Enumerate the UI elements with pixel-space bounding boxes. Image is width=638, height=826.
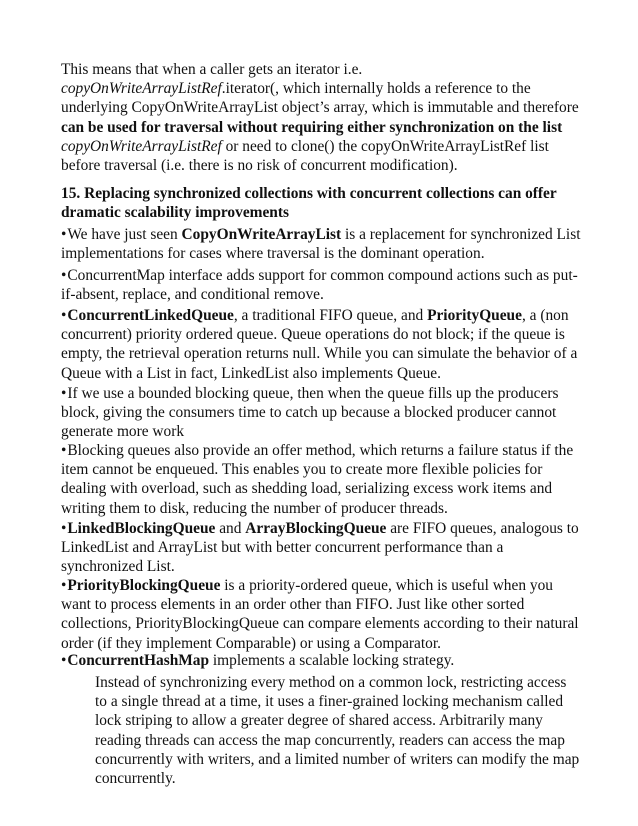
bullet-icon: • xyxy=(61,520,67,537)
bullet-icon: • xyxy=(61,385,67,402)
bullet-icon: • xyxy=(61,307,67,324)
bullet-icon: • xyxy=(61,652,67,669)
bounded-queue-paragraph: •If we use a bounded blocking queue, then when the queue fills up the producers block, giving the consumers time to catch up because a blocked producer cannot generate more work xyxy=(61,385,559,441)
linkedblockingqueue-paragraph: •LinkedBlockingQueue and ArrayBlockingQueue are FIFO queues, analogous to LinkedList and ArrayList but with better concurrent performance than a synchronized List. xyxy=(61,520,579,576)
concurrentlinkedqueue-paragraph: •ConcurrentLinkedQueue, a traditional FIFO queue, and PriorityQueue, a (non concurrent) priority ordered queue. Queue operations do not block; if the queue is empty, the retrieval operation returns null. While you can simulate the behavior of a Queue with a List in fact, LinkedList also implements Queue. xyxy=(61,307,578,382)
priorityblockingqueue-paragraph: •PriorityBlockingQueue is a priority-ordered queue, which is useful when you want to process elements in an order other than FIFO. Just like other sorted collections, PriorityBlockingQueue can compare elements according to their natural order (if they implement Comparable) or using a Comparator. xyxy=(61,577,579,652)
offer-method-paragraph: •Blocking queues also provide an offer method, which returns a failure status if the item cannot be enqueued. This enables you to create more flexible policies for dealing with overload, such as shedding load, serializing excess work items and writing them to disk, reducing the number of producer threads. xyxy=(61,442,574,517)
bullet-icon: • xyxy=(61,577,67,594)
bullet-icon: • xyxy=(61,442,67,459)
intro-paragraph: This means that when a caller gets an iterator i.e. copyOnWriteArrayListRef.iterator(, which internally holds a reference to the underlying CopyOnWriteArrayList object’s array, which is immutable and therefore can be used for traversal without requiring either synchronization on the list copyOnWriteArrayListRef or need to clone() the copyOnWriteArrayListRef list before traversal (i.e. there is no risk of concurrent modification). xyxy=(61,61,579,175)
copyonwrite-paragraph: •We have just seen CopyOnWriteArrayList is a replacement for synchronized List implementations for cases where traversal is the dominant operation. xyxy=(61,226,581,263)
concurrentmap-paragraph: •ConcurrentMap interface adds support for common compound actions such as put-if-absent, replace, and conditional remove. xyxy=(61,267,578,304)
section-heading: 15. Replacing synchronized collections with concurrent collections can offer dramatic scalability improvements xyxy=(61,185,557,222)
concurrenthashmap-detail-paragraph: Instead of synchronizing every method on a common lock, restricting access to a single thread at a time, it uses a finer-grained locking mechanism called lock striping to allow a greater degree of shared access. Arbitrarily many reading threads can access the map concurrently, readers can access the map concurrently with writers, and a limited number of writers can modify the map concurrently. xyxy=(95,674,580,788)
bullet-icon: • xyxy=(61,226,67,243)
concurrenthashmap-paragraph: •ConcurrentHashMap implements a scalable locking strategy. xyxy=(61,652,455,669)
bullet-icon: • xyxy=(61,267,67,284)
